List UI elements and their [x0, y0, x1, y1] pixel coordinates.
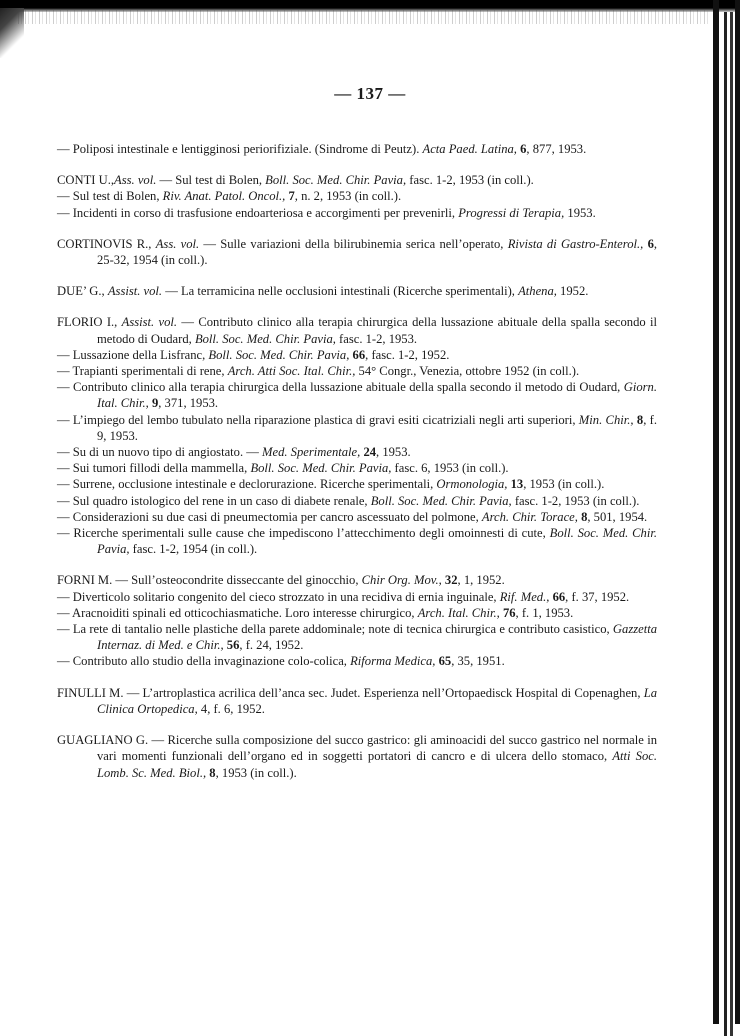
entry-text: — La rete di tantalio nelle plastiche della parete addominale; note di tecnica chirurgica e contributo casistico, [57, 622, 613, 637]
author-group [57, 236, 657, 268]
entry-text: — Sul test di Bolen, [57, 189, 163, 204]
entry-text: — Aracnoiditi spinali ed otticochiasmatiche. Loro interesse chirurgico, [57, 605, 418, 620]
bibliography-list [57, 141, 657, 796]
entry-text: FORNI M. — Sull’osteocondrite disseccante del ginocchio, [57, 573, 362, 588]
entry-text: fasc. 1-2, 1953 (in coll.). [406, 173, 534, 188]
author-group [57, 732, 657, 781]
journal-title: Arch. Atti Soc. Ital. Chir., [227, 364, 356, 379]
bibliography-entry [57, 621, 657, 653]
journal-title: Assist. vol. [121, 315, 178, 330]
bibliography-entry [57, 653, 657, 669]
book-binding-edge [712, 0, 740, 1024]
bibliography-entry [57, 460, 657, 476]
journal-title: Med. Sperimentale, [262, 445, 361, 460]
bibliography-entry [57, 476, 657, 492]
author-group [57, 172, 657, 221]
journal-title: Ass. vol. [114, 173, 157, 188]
entry-text: — Trapianti sperimentali di rene, [57, 364, 228, 379]
entry-text: , 877, 1953. [526, 142, 587, 156]
journal-title: La Clinica Ortopedica, [97, 685, 657, 716]
entry-text: CONTI U., [57, 173, 115, 188]
scan-noise [18, 10, 708, 24]
entry-text: , fasc. 1-2, 1952. [365, 347, 450, 362]
entry-text: , 1953. [376, 445, 411, 460]
journal-title: Boll. Soc. Med. Chir. Pavia, [370, 493, 512, 508]
entry-text: — Contributo clinico alla terapia chirurgica della lussazione abituale della spalla secondo il metodo di Oudard, [57, 380, 624, 395]
bibliography-entry [57, 347, 657, 363]
entry-text: 1952. [556, 284, 589, 299]
author-group [57, 572, 657, 669]
bibliography-entry [57, 444, 657, 460]
entry-text: CORTINOVIS R., [57, 236, 156, 251]
entry-text: 1953. [564, 205, 596, 220]
entry-text: , f. 9, 1953. [97, 412, 657, 443]
bibliography-entry [57, 283, 657, 299]
entry-text: — Su di un nuovo tipo di angiostato. — [57, 445, 262, 460]
journal-title: Riv. Anat. Patol. Oncol., [162, 189, 286, 204]
bibliography-entry [57, 493, 657, 509]
page-number: — 137 — [334, 84, 406, 103]
volume-number: 8 [636, 412, 644, 427]
entry-text: , 1, 1952. [457, 573, 505, 588]
journal-title: Arch. Ital. Chir., [417, 605, 500, 620]
journal-title: Rivista di Gastro-Enterol., [507, 236, 644, 251]
journal-title: Boll. Soc. Med. Chir. Pavia, [265, 173, 407, 188]
volume-number: 7 [288, 189, 295, 204]
journal-title: Atti Soc. Lomb. Sc. Med. Biol., [97, 749, 657, 780]
journal-title: Acta Paed. Latina, [422, 142, 517, 156]
entry-text: FLORIO I., [57, 315, 122, 330]
entry-text: — Contributo allo studio della invaginazione colo-colica, [57, 654, 351, 669]
entry-text: — Surrene, occlusione intestinale e declorurazione. Ricerche sperimentali, [57, 477, 437, 492]
bibliography-entry [57, 525, 657, 557]
volume-number: 66 [552, 589, 566, 604]
entry-text: , 371, 1953. [158, 396, 219, 411]
volume-number: 56 [226, 638, 240, 653]
journal-title: Giorn. Ital. Chir., [97, 380, 657, 411]
volume-number: 66 [352, 347, 366, 362]
entry-text: , f. 24, 1952. [239, 638, 304, 653]
entry-text: , f. 37, 1952. [565, 589, 630, 604]
bibliography-entry [57, 572, 657, 588]
journal-title: Progressi di Terapia, [458, 205, 565, 220]
volume-number: 32 [444, 573, 458, 588]
bibliography-entry [57, 685, 657, 717]
journal-title: Riforma Medica, [350, 654, 436, 669]
bibliography-entry [57, 141, 657, 157]
volume-number: 6 [520, 142, 527, 156]
entry-text: fasc. 6, 1953 (in coll.). [391, 461, 509, 476]
journal-title: Arch. Chir. Torace, [481, 509, 578, 524]
volume-number: 76 [502, 605, 516, 620]
entry-text: — La terramicina nelle occlusioni intestinali (Ricerche sperimentali), [162, 284, 519, 299]
bibliography-entry [57, 188, 657, 204]
bibliography-entry [57, 412, 657, 444]
entry-text: — Incidenti in corso di trasfusione endoarteriosa e accorgimenti per prevenirli, [57, 205, 459, 220]
bibliography-entry [57, 172, 657, 188]
author-group [57, 314, 657, 557]
journal-title: Assist. vol. [107, 284, 163, 299]
entry-text: , 1953 (in coll.). [215, 765, 297, 780]
volume-number: 8 [209, 765, 216, 780]
entry-text: — L’impiego del lembo tubulato nella riparazione plastica di gravi esiti cicatriziali negli arti superiori, [57, 412, 579, 427]
volume-number: 65 [438, 654, 452, 669]
entry-text: , n. 2, 1953 (in coll.). [294, 189, 402, 204]
bibliography-entry [57, 314, 657, 346]
entry-text: — Diverticolo solitario congenito del cieco strozzato in una recidiva di ernia inguinale, [57, 589, 500, 604]
bibliography-entry [57, 205, 657, 221]
bibliography-entry [57, 236, 657, 268]
bibliography-entry [57, 732, 657, 781]
volume-number: 9 [151, 396, 159, 411]
entry-text: fasc. 1-2, 1953. [335, 331, 418, 346]
entry-text: , f. 1, 1953. [515, 605, 574, 620]
scan-corner-shadow [0, 8, 24, 58]
entry-text: GUAGLIANO G. — Ricerche sulla composizione del succo gastrico: gli aminoacidi del succo gastrico nel normale in vari momenti funzionali dell’organo ed in soggetti portatori di cancro e di ulcera dello stomaco, [57, 733, 657, 764]
journal-title: Boll. Soc. Med. Chir. Pavia, [194, 331, 336, 346]
entry-text: — Sul test di Bolen, [156, 173, 266, 188]
volume-number: 13 [510, 477, 524, 492]
entry-text: fasc. 1-2, 1954 (in coll.). [129, 542, 258, 557]
entry-text: — Sui tumori fillodi della mammella, [57, 461, 251, 476]
entry-text: — Poliposi intestinale e lentigginosi periorifiziale. (Sindrome di Peutz). [57, 142, 423, 156]
entry-text: — Considerazioni su due casi di pneumectomia per cancro ascessuato del polmone, [57, 509, 482, 524]
entry-text: — Sulle variazioni della bilirubinemia serica nell’operato, [199, 236, 508, 251]
entry-text: 54° Congr., Venezia, ottobre 1952 (in coll.). [355, 364, 580, 379]
journal-title: Chir Org. Mov., [361, 573, 442, 588]
entry-text: — Sul quadro istologico del rene in un caso di diabete renale, [57, 493, 371, 508]
journal-title: Min. Chir., [578, 412, 634, 427]
bibliography-entry [57, 605, 657, 621]
entry-text: DUE’ G., [57, 284, 108, 299]
entry-text: , 35, 1951. [451, 654, 505, 669]
entry-text: fasc. 1-2, 1953 (in coll.). [511, 493, 640, 508]
entry-text: — Lussazione della Lisfranc, [57, 347, 209, 362]
author-group [57, 283, 657, 299]
volume-number: 6 [647, 236, 654, 251]
bibliography-entry [57, 589, 657, 605]
entry-text: , 1953 (in coll.). [523, 477, 605, 492]
volume-number: 24 [363, 445, 377, 460]
entry-text: , 25-32, 1954 (in coll.). [97, 236, 658, 268]
bibliography-entry [57, 509, 657, 525]
journal-title: Athena, [518, 284, 557, 299]
entry-text: , 501, 1954. [587, 509, 648, 524]
bibliography-entry [57, 363, 657, 379]
journal-title: Rif. Med., [499, 589, 550, 604]
author-group [57, 141, 657, 157]
journal-title: Boll. Soc. Med. Chir. Pavia, [208, 347, 350, 362]
entry-text: FINULLI M. — L’artroplastica acrilica dell’anca sec. Judet. Esperienza nell’Ortopaedisck Hospital di Copenaghen, [57, 685, 644, 700]
author-group [57, 685, 657, 717]
entry-text: — Ricerche sperimentali sulle cause che impediscono l’attecchimento degli omoinnesti di cute, [57, 526, 550, 541]
journal-title: Boll. Soc. Med. Chir. Pavia, [97, 526, 657, 557]
entry-text: — Contributo clinico alla terapia chirurgica della lussazione abituale della spalla secondo il metodo di Oudard, [97, 315, 657, 346]
journal-title: Boll. Soc. Med. Chir. Pavia, [250, 461, 392, 476]
journal-title: Gazzetta Internaz. di Med. e Chir., [97, 622, 657, 653]
journal-title: Ass. vol. [155, 236, 200, 251]
bibliography-entry [57, 379, 657, 411]
entry-text: 4, f. 6, 1952. [197, 701, 265, 716]
volume-number: 8 [581, 509, 588, 524]
journal-title: Ormonologia, [436, 477, 508, 492]
